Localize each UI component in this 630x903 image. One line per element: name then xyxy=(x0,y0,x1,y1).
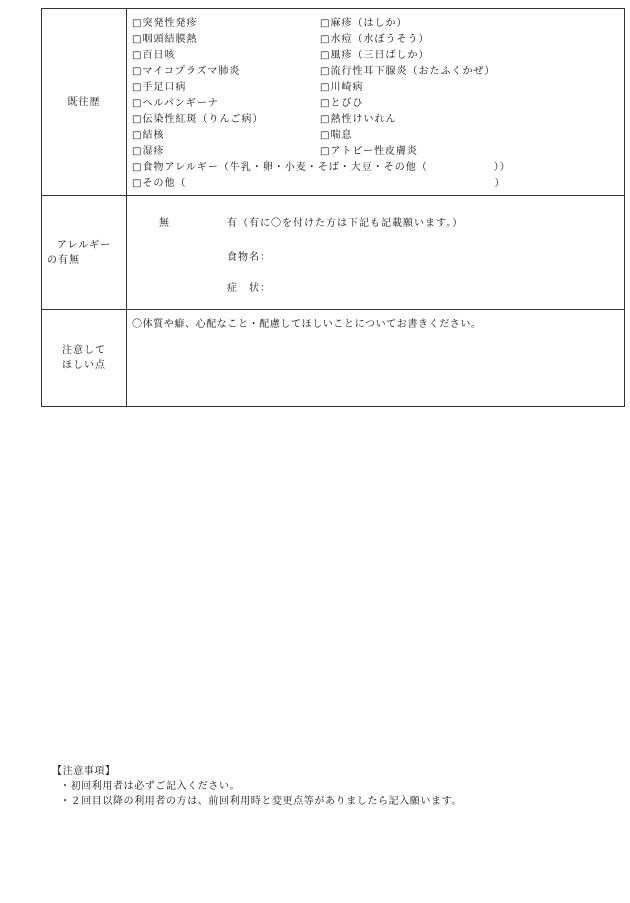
medical-history-label-cell xyxy=(42,9,127,196)
allergy-row xyxy=(42,196,625,310)
history-option[interactable]: □手足口病 xyxy=(132,82,187,93)
food-allergy-option[interactable]: □食物アレルギー（牛乳・卵・小麦・そば・大豆・その他（ ）） xyxy=(132,162,511,173)
history-option[interactable]: □とびひ xyxy=(320,98,364,109)
footer-note-item: ・初回利用者は必ずご記入ください。 xyxy=(60,781,241,792)
history-option[interactable]: □百日咳 xyxy=(132,50,176,61)
history-option[interactable]: □湿疹 xyxy=(132,146,165,157)
medical-history-options-cell xyxy=(127,9,625,196)
history-option[interactable]: □水痘（水ぼうそう） xyxy=(320,34,430,45)
allergy-yes-option[interactable]: 有（有に〇を付けた方は下記も記載願います。） xyxy=(227,218,464,229)
history-option[interactable]: □風疹（三日ばしか） xyxy=(320,50,430,61)
history-option[interactable]: □突発性発疹 xyxy=(132,18,198,29)
history-option[interactable]: □マイコプラズマ肺炎 xyxy=(132,66,241,77)
footer-note-item: ・２回目以降の利用者の方は、前回利用時と変更点等がありましたら記入願います。 xyxy=(60,796,462,807)
notes-content-cell[interactable] xyxy=(127,310,625,407)
history-option[interactable]: □ヘルパンギーナ xyxy=(132,98,219,109)
medical-history-row xyxy=(42,9,625,196)
notes-writing-area[interactable] xyxy=(127,310,624,406)
history-option[interactable]: □熱性けいれん xyxy=(320,114,397,125)
medical-history-label: 既往歴 xyxy=(67,96,101,108)
history-option[interactable]: □咽頭結膜熱 xyxy=(132,34,198,45)
notes-label-line2: ほしい点 xyxy=(62,360,106,371)
notes-row xyxy=(42,310,625,407)
history-option[interactable]: □伝染性紅斑（りんご病） xyxy=(132,114,264,125)
history-option[interactable]: □麻疹（はしか） xyxy=(320,18,408,29)
food-name-field-label[interactable]: 食物名： xyxy=(227,252,271,263)
history-option[interactable]: □結核 xyxy=(132,130,165,141)
footer-heading: 【注意事項】 xyxy=(52,766,116,777)
history-option[interactable]: □流行性耳下腺炎（おたふくかぜ） xyxy=(320,66,496,77)
notes-label-line1: 注意して xyxy=(62,345,106,356)
allergy-content xyxy=(127,196,624,309)
notes-label-cell xyxy=(42,310,127,407)
footer-notes xyxy=(52,764,462,809)
notes-instruction: 〇体質や癖、心配なこと・配慮してほしいことについてお書きください。 xyxy=(132,319,482,330)
history-option[interactable]: □喘息 xyxy=(320,130,353,141)
allergy-label-cell xyxy=(42,196,127,310)
history-option[interactable]: □川崎病 xyxy=(320,82,364,93)
symptoms-field-label[interactable]: 症 状： xyxy=(227,283,271,294)
allergy-content-cell xyxy=(127,196,625,310)
history-option[interactable]: □アトピー性皮膚炎 xyxy=(320,146,419,157)
allergy-none-option[interactable]: 無 xyxy=(159,218,170,229)
other-history-option[interactable]: □その他（ ） xyxy=(132,178,506,189)
allergy-label-line1: アレルギー xyxy=(56,239,112,251)
allergy-label-line2: の有無 xyxy=(47,254,80,266)
registration-form-table xyxy=(41,8,625,407)
medical-history-list xyxy=(127,9,624,195)
